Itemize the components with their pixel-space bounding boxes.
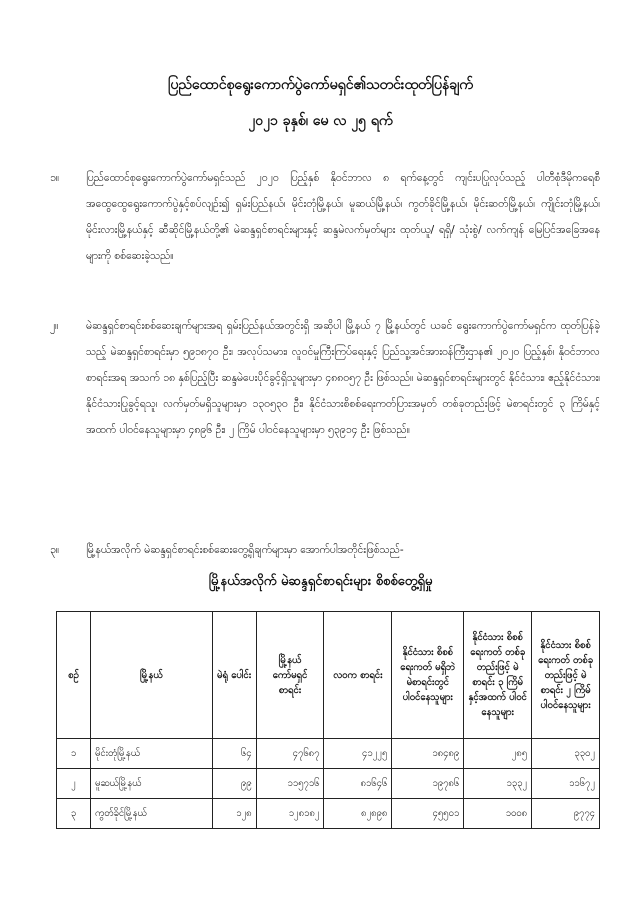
table-row [57, 799, 600, 829]
table-row [57, 769, 600, 799]
header-township-commission-list: မြို့နယ် ကော်မရှင် စာရင်း [256, 612, 324, 739]
cell-serial: ၁ [57, 739, 91, 769]
cell-commission-list: ၁၁၅၇၁၆ [256, 769, 324, 799]
township-voter-table [56, 611, 600, 829]
cell-three-plus-times: ၁၀၀၈ [464, 799, 532, 829]
cell-no-id-card: ၁၉၇၈၆ [392, 769, 464, 799]
cell-township: မိုင်းတုံမြို့နယ် [90, 739, 212, 769]
cell-three-plus-times: ၂၈၅ [464, 739, 532, 769]
paragraph-1 [50, 165, 600, 269]
document-title: ပြည်ထောင်စုရွေးကောက်ပွဲကော်မရှင်၏သတင်းထုတ်ပြန်ချက် [168, 77, 473, 93]
cell-two-times: ၃၃၀၂ [532, 739, 600, 769]
cell-polling-stations: ၆၄ [212, 739, 256, 769]
cell-two-times: ၁၁၆၇၂ [532, 769, 600, 799]
cell-immigration-list: ၈၂၈၉၈ [324, 799, 392, 829]
cell-no-id-card: ၄၅၅၀၁ [392, 799, 464, 829]
cell-immigration-list: ၈၁၆၄၆ [324, 769, 392, 799]
table-title: မြို့နယ်အလိုက် မဲဆန္ဒရှင်စာရင်းများ စိစစ်တွေ့ရှိမှု [208, 574, 433, 589]
header-two-times: နိုင်ငံသား စိစစ်ရေးကတ် တစ်ခုတည်းဖြင့် မဲစာရင်း ၂ ကြိမ် ပါဝင်နေသူများ [532, 612, 600, 739]
cell-no-id-card: ၁၈၄၈၉ [392, 739, 464, 769]
cell-three-plus-times: ၁၃၃၂ [464, 769, 532, 799]
header-polling-stations: မဲရုံ ပေါင်း [212, 612, 256, 739]
paragraph-number: ၁။ [50, 172, 60, 184]
cell-polling-stations: ၁၂၈ [212, 799, 256, 829]
cell-township: ကွတ်ခိုင်မြို့နယ် [90, 799, 212, 829]
header-serial: စဉ် [57, 612, 91, 739]
table-row [57, 739, 600, 769]
paragraph-2 [50, 313, 600, 443]
cell-immigration-list: ၄၁၂၂၅ [324, 739, 392, 769]
cell-two-times: ၉၇၇၄ [532, 799, 600, 829]
paragraph-3 [50, 537, 600, 563]
paragraph-text: မြို့နယ်အလိုက် မဲဆန္ဒရှင်စာရင်းစစ်ဆေးတွေ့ရှိချက်များမှာ အောက်ပါအတိုင်းဖြစ်သည်- [86, 544, 404, 556]
cell-commission-list: ၁၂၈၁၈၂ [256, 799, 324, 829]
header-township: မြို့နယ် [90, 612, 212, 739]
paragraph-number: ၂။ [50, 320, 59, 332]
header-immigration-list: လဝက စာရင်း [324, 612, 392, 739]
paragraph-number: ၃။ [50, 544, 60, 556]
paragraph-text: ပြည်ထောင်စုရွေးကောက်ပွဲကော်မရှင်သည် ၂၀၂၀ ပြည့်နှစ် နိုဝင်ဘာလ ၈ ရက်နေ့တွင် ကျင်းပပြုလုပ်သည့် ပါတီစုံဒီမိုကရေစီအထွေထွေရွေးကောက်ပွဲနှင့်စပ်လျဉ်း၍ ရှမ်းပြည်နယ်၊ မိုင်းတုံမြို့နယ်၊ မူဆယ်မြို့နယ်၊ ကွတ်ခိုင်မြို့နယ်၊ မိုင်းဆတ်မြို့နယ်၊ ကျိုင်းတုံမြို့နယ်၊ မိုင်းလားမြို့နယ်နှင့် ဆီဆိုင်မြို့နယ်တို့၏ မဲဆန္ဒရှင်စာရင်းများနှင့် ဆန္ဒမဲလက်မှတ်များ ထုတ်ယူ/ ရရှိ/ သုံးစွဲ/ လက်ကျန် မြေပြင်အခြေအနေများကို စစ်ဆေးခဲ့သည်။ [86, 172, 600, 262]
cell-polling-stations: ၉၉ [212, 769, 256, 799]
header-no-id-card: နိုင်ငံသား စိစစ်ရေးကတ် မရှိဘဲ မဲစာရင်းတွင် ပါဝင်နေသူများ [392, 612, 464, 739]
cell-commission-list: ၄၇၆၈၇ [256, 739, 324, 769]
header-three-plus-times: နိုင်ငံသား စိစစ်ရေးကတ် တစ်ခုတည်းဖြင့် မဲစာရင်း ၃ ကြိမ် နှင့်အထက် ပါဝင်နေသူများ [464, 612, 532, 739]
table-header-row [57, 612, 600, 739]
paragraph-text: မဲဆန္ဒရှင်စာရင်းစစ်ဆေးချက်များအရ ရှမ်းပြည်နယ်အတွင်းရှိ အဆိုပါ မြို့နယ် ၇ မြို့နယ်တွင် ယခင် ရွေးကောက်ပွဲကော်မရှင်က ထုတ်ပြန်ခဲ့သည့် မဲဆန္ဒရှင်စာရင်းမှာ ၅၉၁၈၇၀ ဦး၊ အလုပ်သမား၊ လူဝင်မှုကြီးကြပ်ရေးနှင့် ပြည်သူ့အင်အားဝန်ကြီးဌာန၏ ၂၀၂၀ ပြည့်နှစ်၊ နိုဝင်ဘာလ စာရင်းအရ အသက် ၁၈ နှစ်ပြည့်ပြီး ဆန္ဒမဲပေးပိုင်ခွင့်ရှိသူများမှာ ၄၈၈၀၅၇ ဦး ဖြစ်သည်။ မဲဆန္ဒရှင်စာရင်းများတွင် နိုင်ငံသား၊ ဧည့်နိုင်ငံသား၊ နိုင်ငံသားပြုခွင့်ရသူ၊ လက်မှတ်မရှိသူများမှာ ၁၃၀၅၃၀ ဦး၊ နိုင်ငံသားစိစစ်ရေးကတ်ပြားအမှတ် တစ်ခုတည်းဖြင့် မဲစာရင်းတွင် ၃ ကြိမ်နှင့်အထက် ပါဝင်နေသူများမှာ ၄၈၉၆ ဦး၊ ၂ ကြိမ် ပါဝင်နေသူများမှာ ၅၃၉၁၄ ဦး ဖြစ်သည်။ [86, 320, 600, 436]
cell-serial: ၂ [57, 769, 91, 799]
cell-township: မူဆယ်မြို့နယ် [90, 769, 212, 799]
cell-serial: ၃ [57, 799, 91, 829]
document-date: ၂၀၂၁ ခုနှစ်၊ မေ လ ၂၅ ရက် [248, 113, 393, 129]
